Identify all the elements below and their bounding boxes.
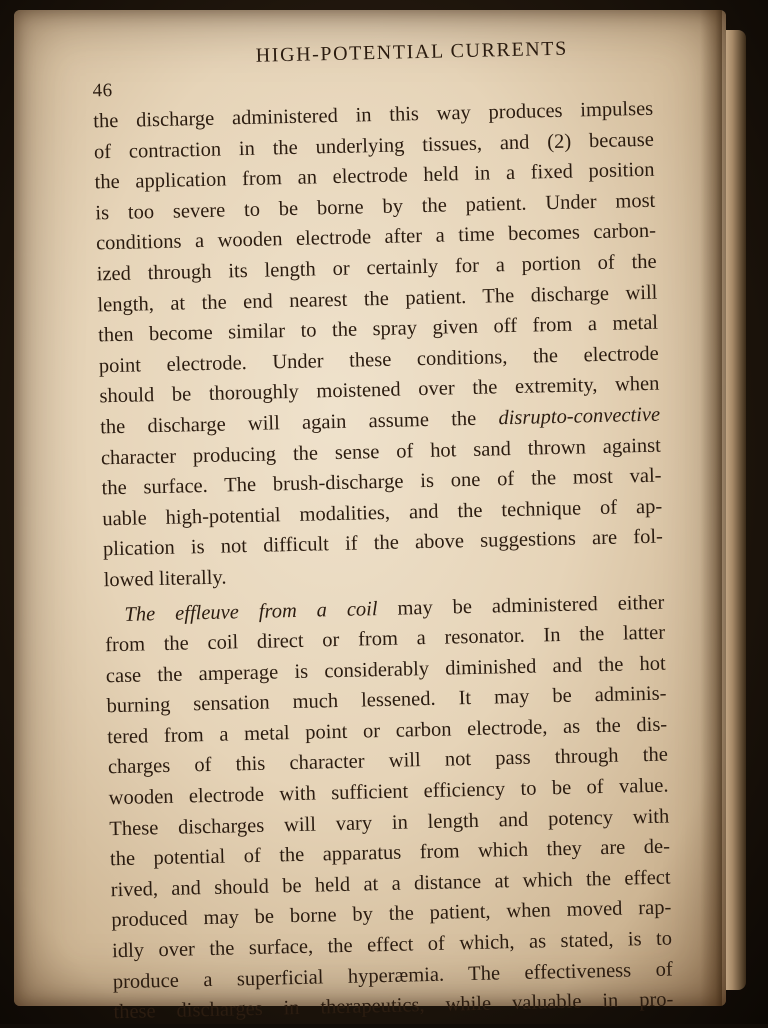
text-line: rived, and should be held at a distance at which the effect [110,866,671,902]
text-line: these discharges in therapeutics, while valuable in pro- [113,988,674,1024]
text-line: lowed literally. [103,566,227,592]
text-line: conditions a wooden electrode after a time becomes carbon- [95,220,657,255]
text-line: of contraction in the underlying tissues, and (2) because [93,128,655,164]
text-line: plication is not difficult if the above suggestions are fol- [102,525,664,561]
text-line: the surface. The brush-discharge is one of the most val- [101,464,662,500]
text-line: produced may be borne by the patient, when moved rap- [111,896,672,932]
text-line: uable high-potential modalities, and the technique of ap- [102,495,663,531]
text-line: should be thoroughly moistened over the extremity, when [99,373,660,408]
text-line: wooden electrode with sufficient efficiency to be of value. [108,774,669,810]
page-number: 46 [92,79,113,102]
text-line: character producing the sense of hot sand thrown against [100,434,662,469]
text-line: from the coil direct or from a resonator. In the latter [104,621,666,657]
italic-term: disrupto-convective [498,403,661,430]
text-line: produce a superficial hyperæmia. The effectiveness of [112,958,673,993]
page-text-area [91,28,674,1024]
text-line: the potential of the apparatus from which they are de- [109,835,671,871]
paragraph-2 [104,587,674,1028]
text-segment: may be administered either [397,591,665,620]
text-line: length, at the end nearest the patient. The discharge will [97,281,658,316]
text-line: is too severe to be borne by the patient. Under most [95,189,656,225]
text-line: the application from an electrode held in a fixed position [94,158,655,194]
italic-lead: The effleuve from a coil [124,597,378,626]
text-line: tered from a metal point or carbon electrode, as the dis- [107,713,668,749]
text-line: then become similar to the spray given off from a metal [97,311,659,347]
text-line: point electrode. Under these conditions, the electrode [98,342,659,378]
text-line: the discharge administered in this way produces impulses [93,97,654,133]
text-line: idly over the surface, the effect of which, as stated, is to [111,927,673,963]
text-line: case the amperage is considerably diminished and the hot [105,652,666,687]
text-line: ized through its length or certainly for a portion of the [96,250,657,286]
book-gutter-shadow [700,10,722,1006]
paragraph-1 [93,94,664,596]
text-segment: the discharge will again assume the [99,407,477,439]
running-head: HIGH-POTENTIAL CURRENTS [255,37,569,67]
text-line: These discharges will vary in length and potency with [109,805,670,840]
text-line: charges of this character will not pass through the [107,744,669,779]
text-line: burning sensation much lessened. It may be adminis- [106,682,667,718]
